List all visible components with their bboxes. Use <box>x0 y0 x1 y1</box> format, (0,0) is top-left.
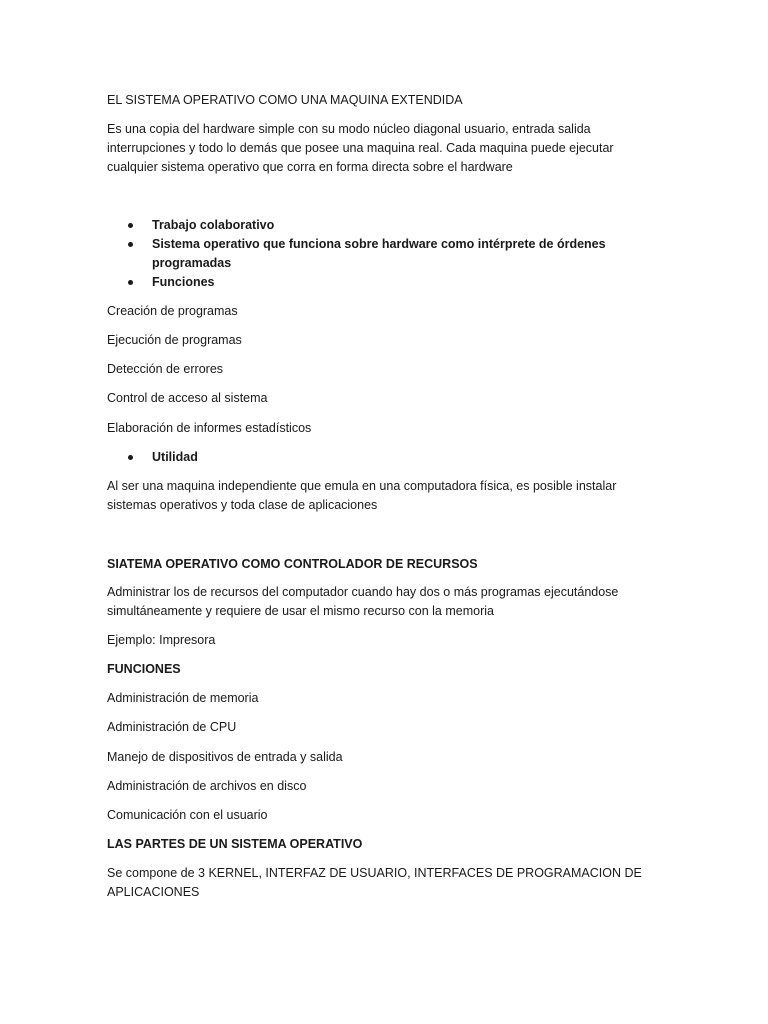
function-item: Elaboración de informes estadísticos <box>107 421 312 435</box>
bullet-icon <box>128 242 133 247</box>
function-item: Detección de errores <box>107 362 224 376</box>
bullet-text: Sistema operativo que funciona sobre hardware como intérprete de órdenes programadas <box>152 237 606 270</box>
section3-text: Se compone de 3 KERNEL, INTERFAZ DE USUARIO, INTERFACES DE PROGRAMACION DE APLICACIONES <box>107 866 642 899</box>
utilidad-text: Al ser una maquina independiente que emula en una computadora física, es posible instalar sistemas operativos y toda clase de aplicaciones <box>107 479 617 512</box>
function-item: Control de acceso al sistema <box>107 391 268 405</box>
function-item: Administración de archivos en disco <box>107 779 307 793</box>
bullet-icon <box>128 280 133 285</box>
bullet-text: Trabajo colaborativo <box>152 218 275 232</box>
function-item: Administración de memoria <box>107 691 259 705</box>
bullet-icon <box>128 455 133 460</box>
function-item: Comunicación con el usuario <box>107 808 268 822</box>
section3-title: LAS PARTES DE UN SISTEMA OPERATIVO <box>107 837 363 851</box>
section2-title: SIATEMA OPERATIVO COMO CONTROLADOR DE RECURSOS <box>107 557 478 571</box>
function-item: Administración de CPU <box>107 720 237 734</box>
bullet-text: Funciones <box>152 275 215 289</box>
function-item: Manejo de dispositivos de entrada y salida <box>107 750 343 764</box>
function-item: Ejecución de programas <box>107 333 242 347</box>
section1-intro: Es una copia del hardware simple con su modo núcleo diagonal usuario, entrada salida interrupciones y todo lo demás que posee una maquina real. Cada maquina puede ejecutar cualquier sistema operativo que corra en forma directa sobre el hardware <box>107 122 614 174</box>
funciones-heading: FUNCIONES <box>107 662 181 676</box>
section1-title: EL SISTEMA OPERATIVO COMO UNA MAQUINA EXTENDIDA <box>107 93 463 107</box>
example-text: Ejemplo: Impresora <box>107 633 216 647</box>
bullet-icon <box>128 223 133 228</box>
bullet-text: Utilidad <box>152 450 198 464</box>
section2-intro: Administrar los de recursos del computador cuando hay dos o más programas ejecutándose simultáneamente y requiere de usar el mismo recurso con la memoria <box>107 585 619 618</box>
function-item: Creación de programas <box>107 304 238 318</box>
